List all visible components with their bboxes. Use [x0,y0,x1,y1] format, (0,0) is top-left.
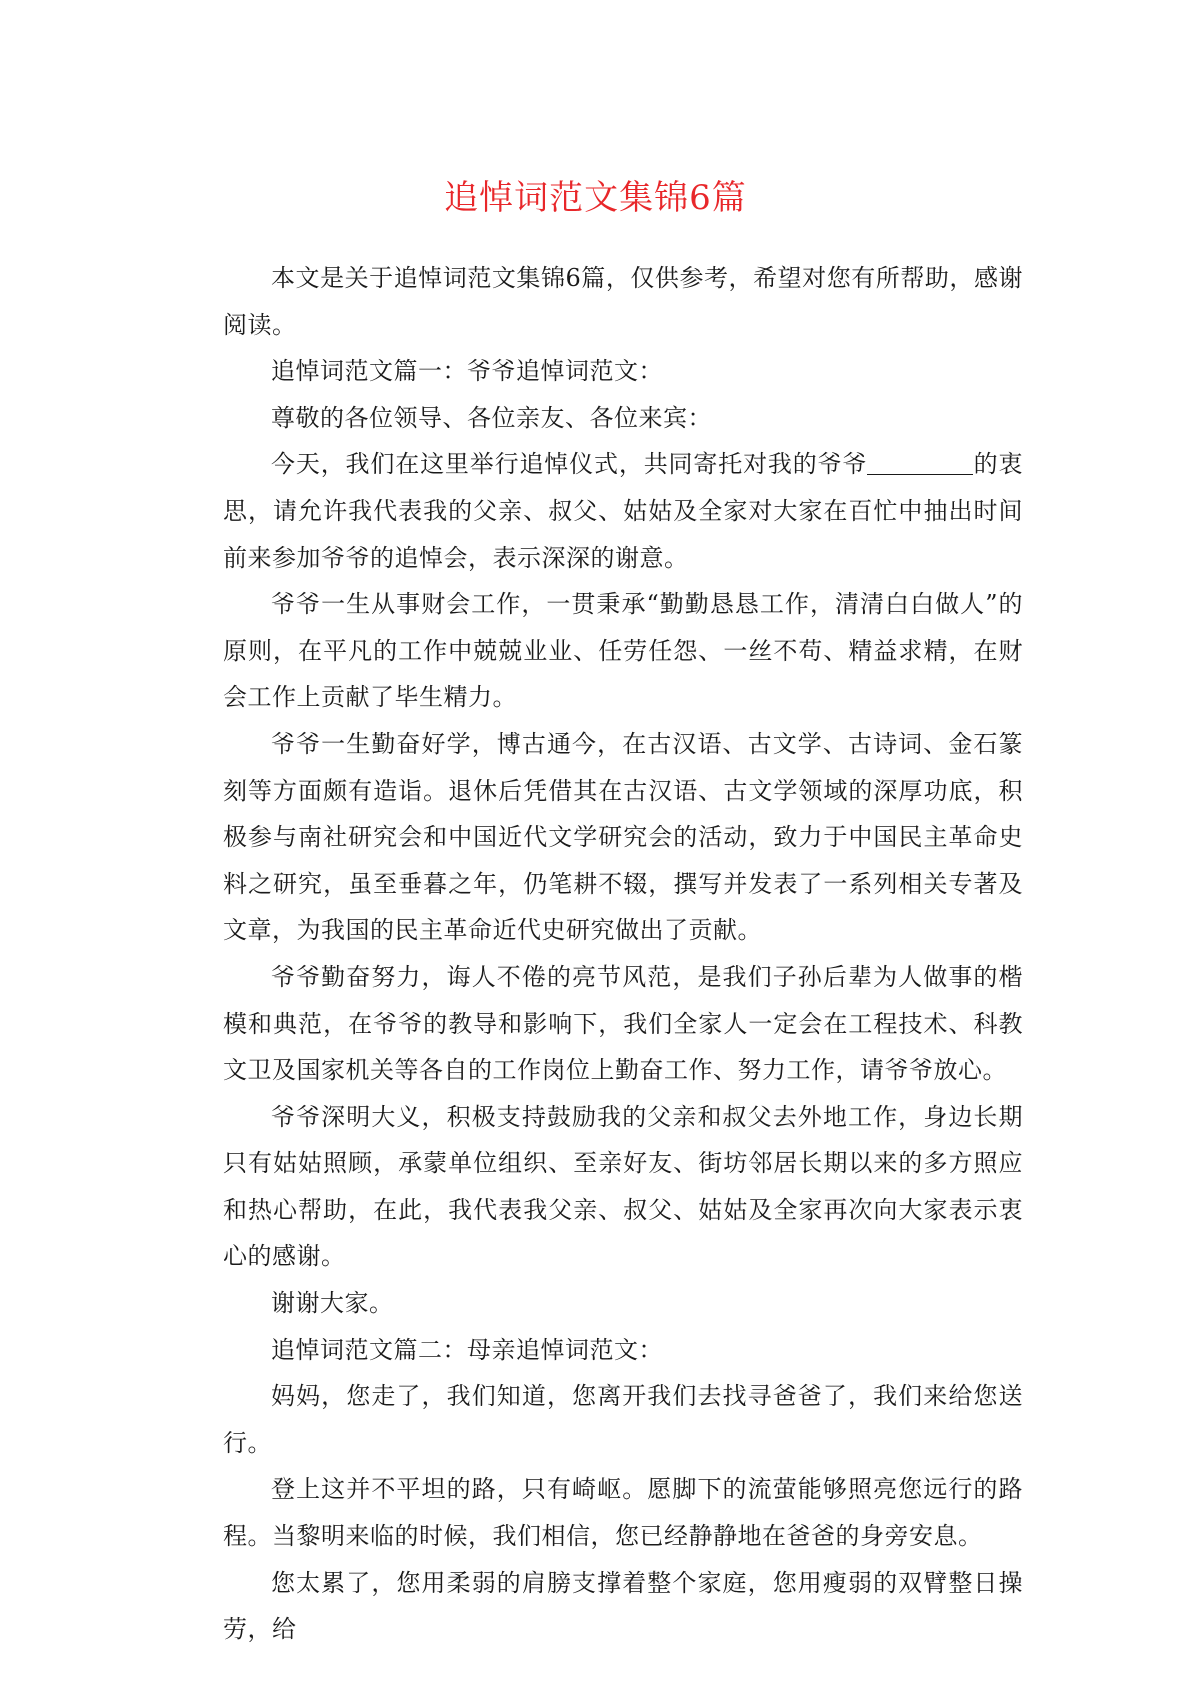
paragraph-opening [223,441,1023,581]
paragraph-mother-2: 登上这并不平坦的路，只有崎岖。愿脚下的流萤能够照亮您远行的路程。当黎明来临的时候，我们相信，您已经静静地在爸爸的身旁安息。 [223,1475,1023,1551]
name-blank-line [867,450,973,475]
document-body [223,255,1023,1653]
document-title: 追悼词范文集锦6篇 [444,178,747,218]
paragraph-mother-1: 妈妈，您走了，我们知道，您离开我们去找寻爸爸了，我们来给您送行。 [223,1382,1023,1457]
opening-text-before: 今天，我们在这里举行追悼仪式，共同寄托对我的爷爷 [271,450,868,479]
paragraph-heading-two: 追悼词范文篇二：母亲追悼词范文： [271,1335,663,1364]
paragraph-career: 爷爷一生从事财会工作，一贯秉承“勤勤恳恳工作，清清白白做人”的原则，在平凡的工作中兢兢业业、任劳任怨、一丝不苟、精益求精，在财会工作上贡献了毕生精力。 [223,590,1023,712]
paragraph-heading-one: 追悼词范文篇一：爷爷追悼词范文： [271,357,663,386]
paragraph-closing: 谢谢大家。 [271,1289,394,1318]
paragraph-salutation: 尊敬的各位领导、各位亲友、各位来宾： [271,403,712,432]
opening-text-after: 的衷思，请允许我代表我的父亲、叔父、姑姑及全家对大家在百忙中抽出时间前来参加爷爷的追悼会，表示深深的谢意。 [223,450,1024,572]
paragraph-scholarship: 爷爷一生勤奋好学，博古通今，在古汉语、古文学、古诗词、金石篆刻等方面颇有造诣。退休后凭借其在古汉语、古文学领域的深厚功底，积极参与南社研究会和中国近代文学研究会的活动，致力于中国民主革命史料之研究，虽至垂暮之年，仍笔耕不辍，撰写并发表了一系列相关专著及文章，为我国的民主革命近代史研究做出了贡献。 [223,729,1023,945]
paragraph-mother-3: 您太累了，您用柔弱的肩膀支撑着整个家庭，您用瘦弱的双臂整日操劳，给 [223,1568,1023,1644]
paragraph-model: 爷爷勤奋努力，诲人不倦的亮节风范，是我们子孙后辈为人做事的楷模和典范，在爷爷的教导和影响下，我们全家人一定会在工程技术、科教文卫及国家机关等各自的工作岗位上勤奋工作、努力工作，请爷爷放心。 [223,962,1023,1085]
paragraph-intro: 本文是关于追悼词范文集锦6篇，仅供参考，希望对您有所帮助，感谢阅读。 [223,264,1023,339]
paragraph-thanks-family: 爷爷深明大义，积极支持鼓励我的父亲和叔父去外地工作，身边长期只有姑姑照顾，承蒙单位组织、至亲好友、街坊邻居长期以来的多方照应和热心帮助，在此，我代表我父亲、叔父、姑姑及全家再次向大家表示衷心的感谢。 [223,1102,1023,1271]
